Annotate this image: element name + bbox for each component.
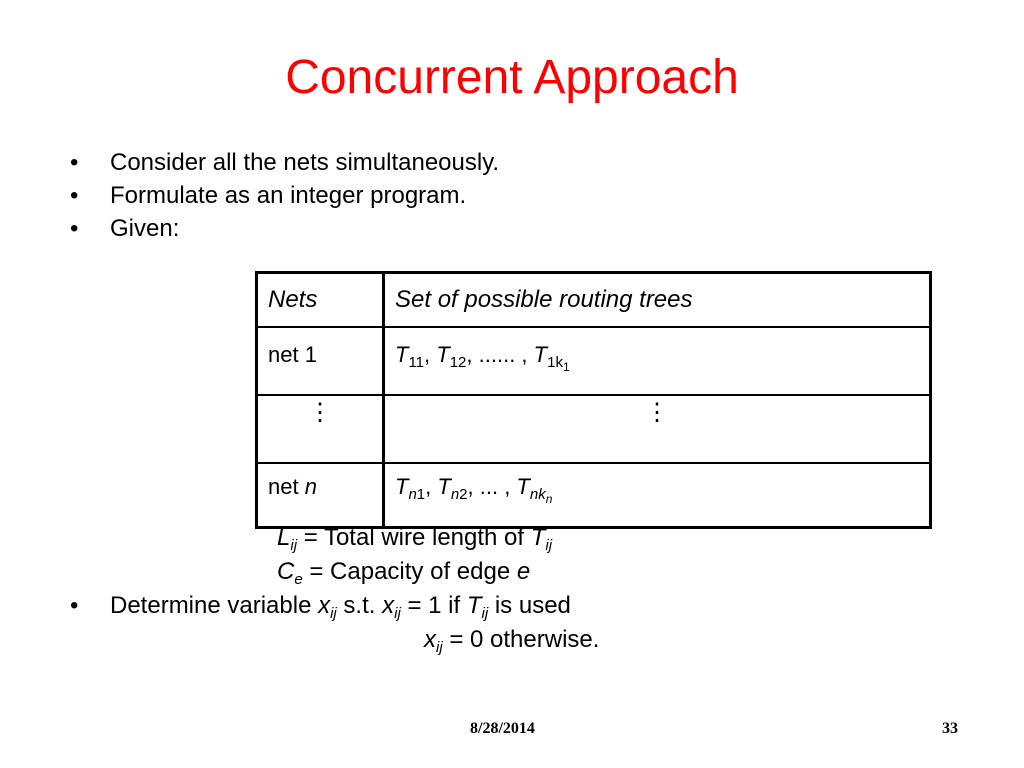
bullet-dot: • bbox=[70, 215, 79, 242]
vertical-ellipsis-icon: ⋮ bbox=[645, 399, 669, 426]
footer-date: 8/28/2014 bbox=[470, 720, 535, 737]
trees-cell bbox=[384, 395, 931, 463]
bullet-text: Formulate as an integer program. bbox=[110, 182, 467, 209]
table-row bbox=[257, 327, 931, 395]
net-cell: net n bbox=[257, 463, 384, 528]
net-cell bbox=[257, 395, 384, 463]
header-nets: Nets bbox=[257, 273, 384, 328]
bullet-item bbox=[70, 148, 499, 178]
determine-otherwise-line: $x_{ij} = 0$ otherwise. bbox=[424, 626, 600, 656]
table-row bbox=[257, 463, 931, 528]
bullet-dot: • bbox=[70, 149, 79, 176]
page-number: 33 bbox=[942, 720, 958, 737]
bullet-text: Consider all the nets simultaneously. bbox=[110, 149, 500, 176]
trees-cell: $T_{n1}$, $T_{n2}$, ... , $T_{nk_n}$ bbox=[384, 463, 931, 528]
slide-title: Concurrent Approach bbox=[285, 51, 739, 104]
header-routing-trees: Set of possible routing trees bbox=[384, 273, 931, 328]
bullet-text: Given: bbox=[110, 215, 180, 242]
definition-wire-length: $L_{ij}$ = Total wire length of $T_{ij}$ bbox=[277, 524, 553, 554]
bullet-dot: • bbox=[70, 592, 79, 619]
bullet-item bbox=[70, 214, 179, 244]
definition-capacity: $C_e$ = Capacity of edge e bbox=[277, 558, 531, 588]
bullet-item: • Determine variable $x_{ij}$ s.t. $x_{ij} = 1$ if $T_{ij}$ is used bbox=[70, 592, 571, 622]
net-cell: net 1 bbox=[257, 327, 384, 395]
routing-table bbox=[255, 271, 932, 529]
bullet-dot: • bbox=[70, 182, 79, 209]
table-header-row bbox=[257, 273, 931, 328]
vertical-ellipsis-icon: ⋮ bbox=[308, 399, 332, 426]
table-row bbox=[257, 395, 931, 463]
bullet-item bbox=[70, 181, 466, 211]
trees-cell: $T_{11}$, $T_{12}$, ...... , $T_{1k_1}$ bbox=[384, 327, 931, 395]
